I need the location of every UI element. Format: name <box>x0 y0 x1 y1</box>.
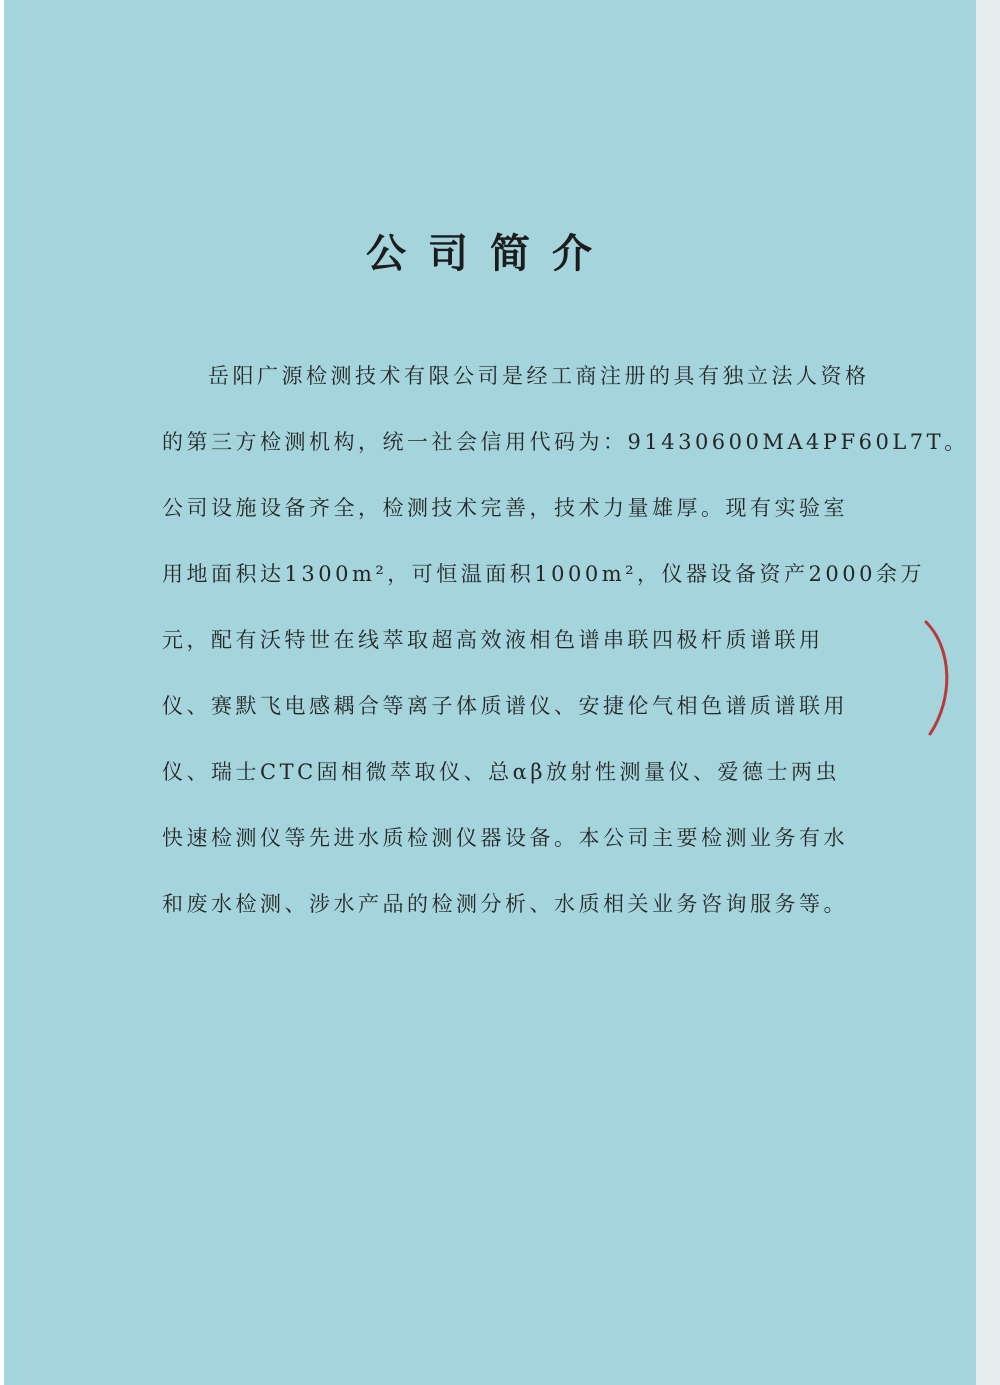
paragraph-line: 用地面积达1300m²，可恒温面积1000m²，仪器设备资产2000余万 <box>162 562 925 586</box>
paragraph-line: 公司设施设备齐全，检测技术完善，技术力量雄厚。现有实验室 <box>162 496 848 520</box>
paragraph-line: 岳阳广源检测技术有限公司是经工商注册的具有独立法人资格 <box>208 364 870 388</box>
scan-margin <box>976 0 1000 1385</box>
paragraph-line: 仪、赛默飞电感耦合等离子体质谱仪、安捷伦气相色谱质谱联用 <box>162 694 848 718</box>
seal-edge-mark <box>918 618 958 738</box>
paragraph-line: 快速检测仪等先进水质检测仪器设备。本公司主要检测业务有水 <box>162 826 848 850</box>
paragraph-line: 仪、瑞士CTC固相微萃取仪、总αβ放射性测量仪、爱德士两虫 <box>162 760 840 784</box>
paragraph-line: 的第三方检测机构，统一社会信用代码为：91430600MA4PF60L7T。 <box>162 430 969 454</box>
paragraph-line: 和废水检测、涉水产品的检测分析、水质相关业务咨询服务等。 <box>162 892 848 916</box>
company-intro-paragraph <box>162 343 969 937</box>
paragraph-line: 元，配有沃特世在线萃取超高效液相色谱串联四极杆质谱联用 <box>162 628 824 652</box>
page-title: 公司简介 <box>366 231 614 277</box>
